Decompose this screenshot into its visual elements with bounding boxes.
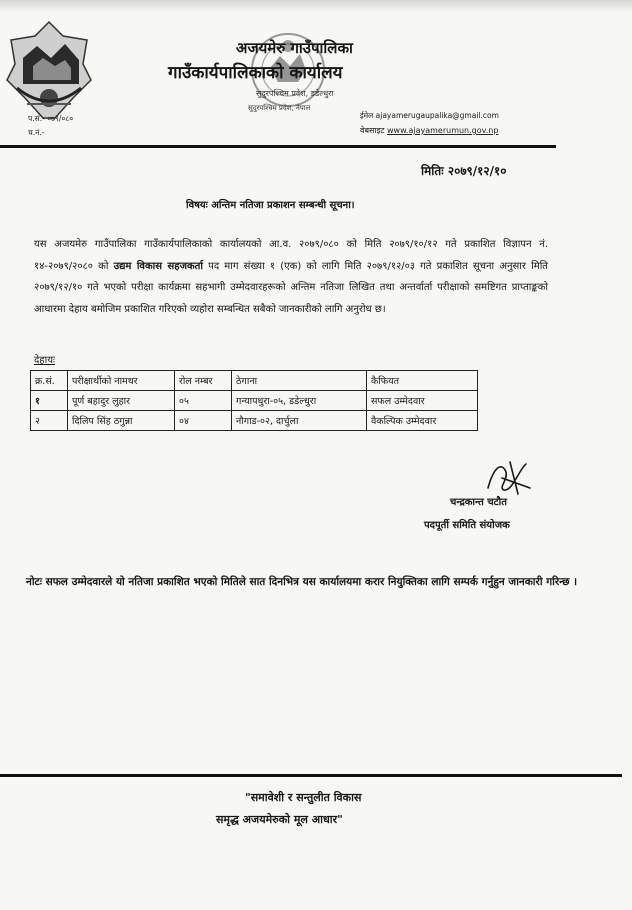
cell-address: नौगाड-०२, दार्चुला <box>232 411 367 431</box>
col-header-serial: क्र.सं. <box>31 371 68 391</box>
address-line-2: सुदुरपश्चिम प्रदेश, नेपाल <box>248 104 311 112</box>
dehay-label: देहायः <box>34 355 56 366</box>
cell-name: दिलिप सिंह ठगुन्ना <box>68 411 175 431</box>
cell-remarks: सफल उम्मेदवार <box>367 391 478 411</box>
nepal-emblem-icon <box>3 18 95 126</box>
col-header-address: ठेगाना <box>232 371 367 391</box>
col-header-remarks: कैफियत <box>367 371 478 391</box>
cell-roll: ०५ <box>175 391 232 411</box>
table-row <box>31 411 478 431</box>
body-text-part-1: यस अजयमेरु गाउँपालिका गाउँकार्यपालिकाको कार्यालयको आ.व. २०७९/०८० को मिति २०७९/१०/१२ गते प्रकाशित विज्ञापन नं. १४-२०७९/२०८० को <box>34 239 548 272</box>
municipality-name: अजयमेरु गाउँपालिका <box>236 39 353 57</box>
letter-body <box>34 234 548 320</box>
reference-chalani-number: च.नं.- <box>28 128 45 137</box>
table-header-row <box>31 371 478 391</box>
website-link[interactable]: www.ajayamerumun.gov.np <box>387 126 499 135</box>
cell-remarks: वैकल्पिक उम्मेदवार <box>367 411 478 431</box>
header-divider <box>0 145 556 148</box>
signatory-title: पदपूर्ती समिति संयोजक <box>424 520 510 531</box>
body-text-part-2: पद माग संख्या १ (एक) को लागि मिति २०७९/१२/०३ गते प्रकाशित सूचना अनुसार मिति २०७९/१२/१० गते भएको परीक्षा कार्यक्रमा सहभागी उम्मेदवारहरूको अन्तिम नतिजा लिखित तथा अन्तर्वार्ता परीक्षाको समष्टिगत प्राप्ताङ्कको आधारमा देहाय बमोजिम प्रकाशित गरिएको व्यहोरा सम्बन्धित सबैको जानकारीको लागि अनुरोध छ। <box>34 260 548 315</box>
letter-date: मितिः २०७९/१२/१० <box>421 164 507 178</box>
footer-divider <box>0 774 622 777</box>
website-label: वेबसाइट <box>360 126 385 135</box>
email-address[interactable]: ajayamerugaupalika@gmail.com <box>375 111 499 120</box>
col-header-name: परीक्षार्थीको नामथर <box>68 371 175 391</box>
reference-patra-sankhya: प.सं.- ०७९/०८० <box>28 114 74 123</box>
note-paragraph: नोटः सफल उम्मेदवारले यो नतिजा प्रकाशित भएको मितिले सात दिनभित्र यस कार्यालयमा करार नियुक्तिका लागि सम्पर्क गर्नुहुन जानकारी गरिन्छ । <box>26 576 578 588</box>
cell-serial: १ <box>31 391 68 411</box>
cell-roll: ०४ <box>175 411 232 431</box>
website-line <box>360 125 498 136</box>
cell-address: गन्यापधुरा-०५, डडेल्धुरा <box>232 391 367 411</box>
results-table <box>30 370 478 431</box>
footer-motto-line-2: समृद्ध अजयमेरुको मूल आधार" <box>216 813 343 826</box>
footer-motto-line-1: "समावेशी र सन्तुलीत विकास <box>245 791 362 804</box>
email-label: ईमेल <box>360 111 374 120</box>
email-line <box>360 111 499 121</box>
col-header-roll: रोल नम्बर <box>175 371 232 391</box>
address-line-1: सुदुरपश्चिम प्रदेश, डडेल्धुरा <box>256 89 334 98</box>
cell-serial: २ <box>31 411 68 431</box>
scan-top-edge <box>0 0 632 12</box>
body-position-name: उद्यम विकास सहजकर्ता <box>113 260 203 272</box>
letter-subject: विषयः अन्तिम नतिजा प्रकाशन सम्बन्धी सूचना। <box>186 200 355 211</box>
signature-icon <box>480 458 538 498</box>
office-name: गाउँकार्यपालिकाको कार्यालय <box>168 63 343 83</box>
signatory-name: चन्द्रकान्त चटौत <box>450 497 507 508</box>
cell-name: पूर्ण बहादुर लुहार <box>68 391 175 411</box>
table-row <box>31 391 478 411</box>
